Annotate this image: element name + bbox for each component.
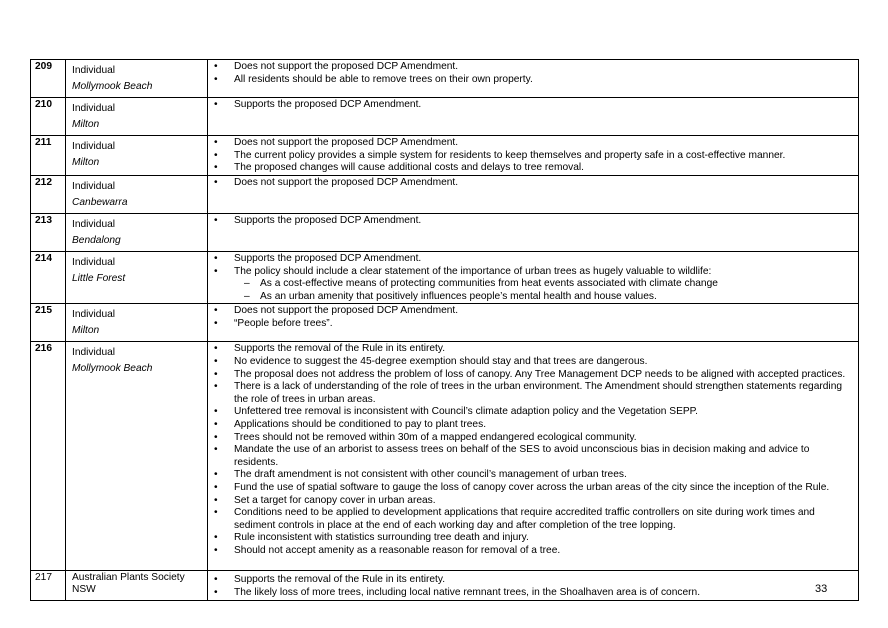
respondent-type: Individual [72,219,116,230]
list-item: • The draft amendment is not consistent with other council’s management of urban trees. [234,469,854,482]
respondent-type: Australian Plants Society NSW [72,572,185,596]
comments-cell [208,342,859,571]
sub-list-item: – As a cost-effective means of protecting communities from heat events associated with climate change [260,278,854,291]
list-item: • Supports the proposed DCP Amendment. [234,253,854,266]
table-row [31,98,859,136]
submission-number: 211 [31,136,66,176]
list-item: • Supports the removal of the Rule in its entirety. [234,343,854,356]
submissions-table [30,59,859,601]
submission-number: 216 [31,342,66,571]
comments-cell [208,176,859,214]
respondent-type: Individual [72,257,116,268]
respondent-type: Individual [72,141,116,152]
submission-number: 209 [31,60,66,98]
respondent-cell [66,571,208,600]
list-item: • Should not accept amenity as a reasonable reason for removal of a tree. [234,545,854,558]
list-item: • The proposal does not address the problem of loss of canopy. Any Tree Management DCP needs to be aligned with accepted practices. [234,369,854,382]
respondent-location: Mollymook Beach [72,80,153,92]
respondent-cell [66,342,208,571]
list-item: • Supports the removal of the Rule in its entirety. [234,574,854,587]
table-row [31,571,859,600]
respondent-type: Individual [72,103,116,114]
table-row [31,342,859,571]
submission-number: 217 [31,571,66,600]
sub-list-item: – As an urban amenity that positively influences people’s mental health and house values. [260,291,854,304]
respondent-cell [66,60,208,98]
submission-number: 215 [31,304,66,342]
table-row [31,60,859,98]
respondent-cell [66,98,208,136]
comments-cell [208,304,859,342]
respondent-type: Individual [72,181,116,192]
respondent-cell [66,176,208,214]
respondent-location: Bendalong [72,234,121,246]
table-row [31,304,859,342]
respondent-location: Canbewarra [72,196,128,208]
list-item: • Set a target for canopy cover in urban areas. [234,495,854,508]
list-item: • All residents should be able to remove trees on their own property. [234,74,854,87]
list-item: • Unfettered tree removal is inconsistent with Council’s climate adaption policy and the Vegetation SEPP. [234,406,854,419]
respondent-cell [66,136,208,176]
list-item: • Conditions need to be applied to development applications that require accredited traffic controllers on site during work times and sediment controls in place at the end of each working day and after completion of the tree lopping. [234,507,854,532]
respondent-location: Mollymook Beach [72,362,153,374]
list-item: • Applications should be conditioned to pay to plant trees. [234,419,854,432]
list-item: • The current policy provides a simple system for residents to keep themselves and property safe in a cost-effective manner. [234,150,854,163]
submission-number: 214 [31,252,66,304]
comments-cell [208,60,859,98]
respondent-type: Individual [72,309,116,321]
comments-cell [208,252,859,304]
comments-cell [208,214,859,252]
list-item: • Supports the proposed DCP Amendment. [234,215,854,228]
submission-number: 210 [31,98,66,136]
comments-cell [208,571,859,600]
respondent-cell [66,214,208,252]
list-item: • Supports the proposed DCP Amendment. [234,99,854,112]
list-item: • “People before trees”. [234,318,854,331]
table-row [31,176,859,214]
list-item: • Does not support the proposed DCP Amendment. [234,137,854,150]
list-item: • Trees should not be removed within 30m of a mapped endangered ecological community. [234,432,854,445]
respondent-location: Little Forest [72,272,126,284]
list-item [234,266,854,304]
list-item: • No evidence to suggest the 45-degree exemption should stay and that trees are dangerous. [234,356,854,369]
table-row [31,214,859,252]
respondent-cell [66,304,208,342]
list-item: • Does not support the proposed DCP Amendment. [234,177,854,190]
list-item: • The likely loss of more trees, including local native remnant trees, in the Shoalhaven area is of concern. [234,587,854,600]
respondent-type: Individual [72,347,116,359]
list-item: • Rule inconsistent with statistics surrounding tree death and injury. [234,532,854,545]
comments-cell [208,136,859,176]
table-row [31,136,859,176]
list-item: • Does not support the proposed DCP Amendment. [234,305,854,318]
respondent-location: Milton [72,156,100,168]
submission-number: 213 [31,214,66,252]
respondent-location: Milton [72,324,100,336]
table-row [31,252,859,304]
list-item: • Mandate the use of an arborist to assess trees on behalf of the SES to avoid unconscious bias in decision making and advice to residents. [234,444,854,469]
comments-cell [208,98,859,136]
list-item: • Does not support the proposed DCP Amendment. [234,61,854,74]
list-item: • There is a lack of understanding of the role of trees in the urban environment. The Amendment should strengthen statements regarding the role of trees in urban areas. [234,381,854,406]
list-item-text: The policy should include a clear statement of the importance of urban trees as hugely valuable to wildlife: [234,265,712,277]
respondent-cell [66,252,208,304]
respondent-type: Individual [72,65,116,76]
page-number: 33 [815,583,828,595]
respondent-location: Milton [72,118,100,130]
list-item: • The proposed changes will cause additional costs and delays to tree removal. [234,162,854,175]
list-item: • Fund the use of spatial software to gauge the loss of canopy cover across the urban areas of the city since the inception of the Rule. [234,482,854,495]
submission-number: 212 [31,176,66,214]
